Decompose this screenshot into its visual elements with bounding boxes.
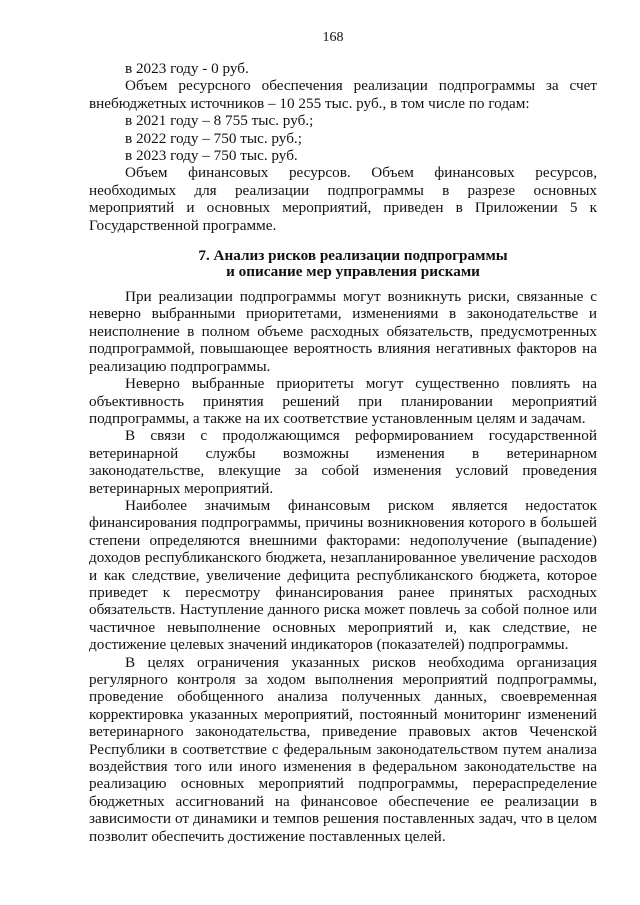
year-line-2023: в 2023 году – 750 тыс. руб. bbox=[125, 147, 298, 165]
section-heading-line-2: и описание мер управления рисками bbox=[226, 263, 480, 281]
risk-paragraph-1: При реализации подпрограммы могут возникнуть риски, связанные с неверно выбранными приоритетами, изменениями в законодательстве и неисполнение в полном объеме расходных обязательств, предусмотренных подпрограммой, повышающее вероятность влияния негативных факторов на реализацию подпрограммы. bbox=[89, 288, 597, 375]
page-number: 168 bbox=[322, 30, 344, 45]
year-2023-line: в 2023 году - 0 руб. bbox=[125, 60, 249, 77]
risk-paragraph-2: Неверно выбранные приоритеты могут существенно повлиять на объективность принятия решений при планировании мероприятий подпрограммы, а также на их соответствие установленным целям и задачам. bbox=[89, 375, 597, 427]
risk-paragraph-4: Наиболее значимым финансовым риском является недостаток финансирования подпрограммы, причины возникновения которого в большей степени определяются внешними факторами: недополучение (выпадение) доходов республиканского бюджета, незапланированное увеличение расходов и как следствие, увеличение дефицита республиканского бюджета, которое приведет к пересмотру финансирования ранее принятых расходных обязательств. Наступление данного риска может повлечь за собой полное или частичное невыполнение основных мероприятий и, как следствие, не достижение целевых значений индикаторов (показателей) подпрограммы. bbox=[89, 496, 597, 654]
risk-paragraph-3: В связи с продолжающимся реформированием государственной ветеринарной службы возможны изменения в ветеринарном законодательстве, влекущие за собой изменения условий проведения ветеринарных мероприятий. bbox=[89, 427, 597, 497]
section-heading bbox=[89, 248, 597, 280]
year-line-2022: в 2022 году – 750 тыс. руб.; bbox=[125, 129, 302, 147]
risk-paragraph-5: В целях ограничения указанных рисков необходима организация регулярного контроля за ходом выполнения мероприятий подпрограммы, проведение обобщенного анализа полученных данных, своевременная корректировка указанных мероприятий, постоянный мониторинг изменений ветеринарного законодательства, приведение правовых актов Чеченской Республики в соответствие с федеральным законодательством путем анализа воздействия того или иного изменения в федеральном законодательстве на реализацию основных мероприятий подпрограммы, перераспределение бюджетных ассигнований на финансовое обеспечение ее реализации в зависимости от динамики и темпов решения поставленных задач, что в целом позволит обеспечить достижение поставленных целей. bbox=[89, 653, 597, 845]
document-page bbox=[89, 30, 597, 845]
section-heading-line-1: 7. Анализ рисков реализации подпрограммы bbox=[198, 247, 508, 265]
financial-resources-paragraph: Объем финансовых ресурсов. Объем финансовых ресурсов, необходимых для реализации подпрограммы в разрезе основных мероприятий и основных мероприятий, приведен в Приложении 5 к Государственной программе. bbox=[89, 164, 597, 234]
offbudget-paragraph: Объем ресурсного обеспечения реализации подпрограммы за счет внебюджетных источников – 10 255 тыс. руб., в том числе по годам: bbox=[89, 77, 597, 112]
year-line-2021: в 2021 году – 8 755 тыс. руб.; bbox=[125, 112, 314, 130]
